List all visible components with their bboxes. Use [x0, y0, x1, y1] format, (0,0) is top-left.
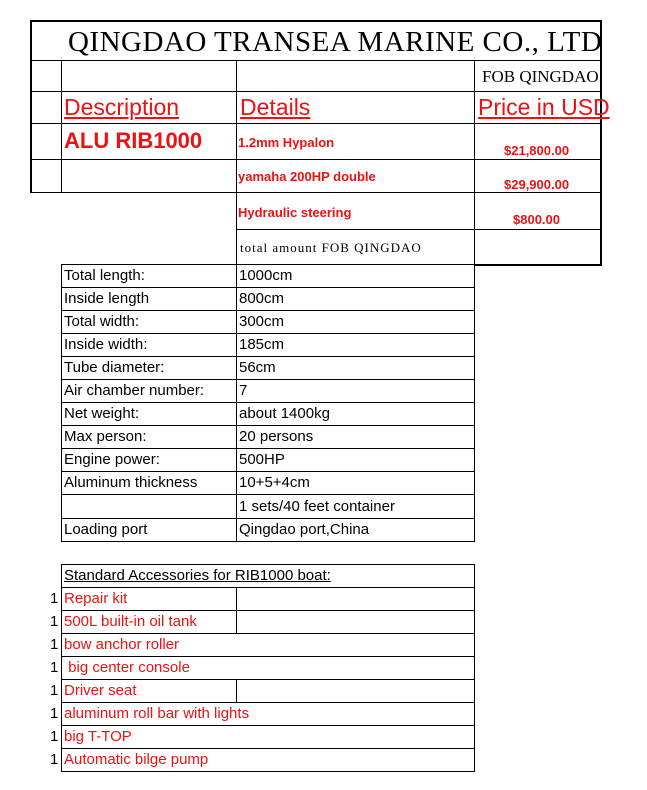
spec-label: Tube diameter:: [64, 359, 165, 376]
spec-value: 500HP: [239, 451, 285, 468]
details-header: Details: [240, 94, 311, 120]
spec-value: about 1400kg: [239, 405, 330, 422]
price-steering: $800.00: [513, 212, 560, 227]
spec-label: Aluminum thickness: [64, 474, 198, 491]
spec-label: Inside width:: [64, 336, 148, 353]
detail-hypalon: 1.2mm Hypalon: [238, 135, 335, 150]
total-label: total amount FOB QINGDAO: [240, 240, 422, 255]
spec-label: Engine power:: [64, 451, 160, 468]
accessory-name: big T-TOP: [64, 728, 132, 745]
accessory-qty: 1: [50, 728, 59, 745]
accessory-qty: 1: [50, 636, 59, 653]
spec-label: Air chamber number:: [64, 382, 205, 399]
accessory-name: Repair kit: [64, 590, 128, 607]
spec-value: 1 sets/40 feet container: [239, 498, 395, 515]
spec-value: 56cm: [239, 359, 276, 376]
model-name: ALU RIB1000: [64, 128, 203, 153]
spec-value: Qingdao port,China: [239, 521, 370, 538]
accessory-qty: 1: [50, 705, 59, 722]
accessories-title: Standard Accessories for RIB1000 boat:: [64, 567, 331, 584]
accessory-qty: 1: [50, 682, 59, 699]
spec-value: 1000cm: [239, 267, 293, 284]
spec-value: 300cm: [239, 313, 285, 330]
description-header: Description: [64, 94, 180, 120]
accessory-qty: 1: [50, 613, 59, 630]
accessory-name: big center console: [64, 659, 190, 676]
accessory-name: Driver seat: [64, 682, 137, 699]
fob-label: FOB QINGDAO: [482, 67, 599, 86]
price-hypalon: $21,800.00: [504, 143, 570, 158]
spec-value: 10+5+4cm: [239, 474, 310, 491]
accessory-name: Automatic bilge pump: [64, 751, 209, 768]
accessory-qty: 1: [50, 751, 59, 768]
spec-value: 800cm: [239, 290, 285, 307]
spec-value: 20 persons: [239, 428, 314, 445]
price-engine: $29,900.00: [504, 177, 570, 192]
detail-steering: Hydraulic steering: [238, 205, 352, 220]
detail-engine: yamaha 200HP double: [238, 169, 376, 184]
spec-label: Net weight:: [64, 405, 140, 422]
accessory-name: 500L built-in oil tank: [64, 613, 197, 630]
spec-label: Inside length: [64, 290, 150, 307]
spec-label: Loading port: [64, 521, 148, 538]
spec-value: 7: [239, 382, 248, 399]
accessory-name: aluminum roll bar with lights: [64, 705, 250, 722]
accessory-name: bow anchor roller: [64, 636, 180, 653]
accessory-qty: 1: [50, 590, 59, 607]
spec-value: 185cm: [239, 336, 285, 353]
spec-label: Max person:: [64, 428, 147, 445]
company-title: QINGDAO TRANSEA MARINE CO., LTD: [68, 26, 603, 58]
spec-label: Total width:: [64, 313, 140, 330]
price-header: Price in USD: [478, 94, 610, 120]
spec-label: Total length:: [64, 267, 145, 284]
accessory-qty: 1: [50, 659, 59, 676]
